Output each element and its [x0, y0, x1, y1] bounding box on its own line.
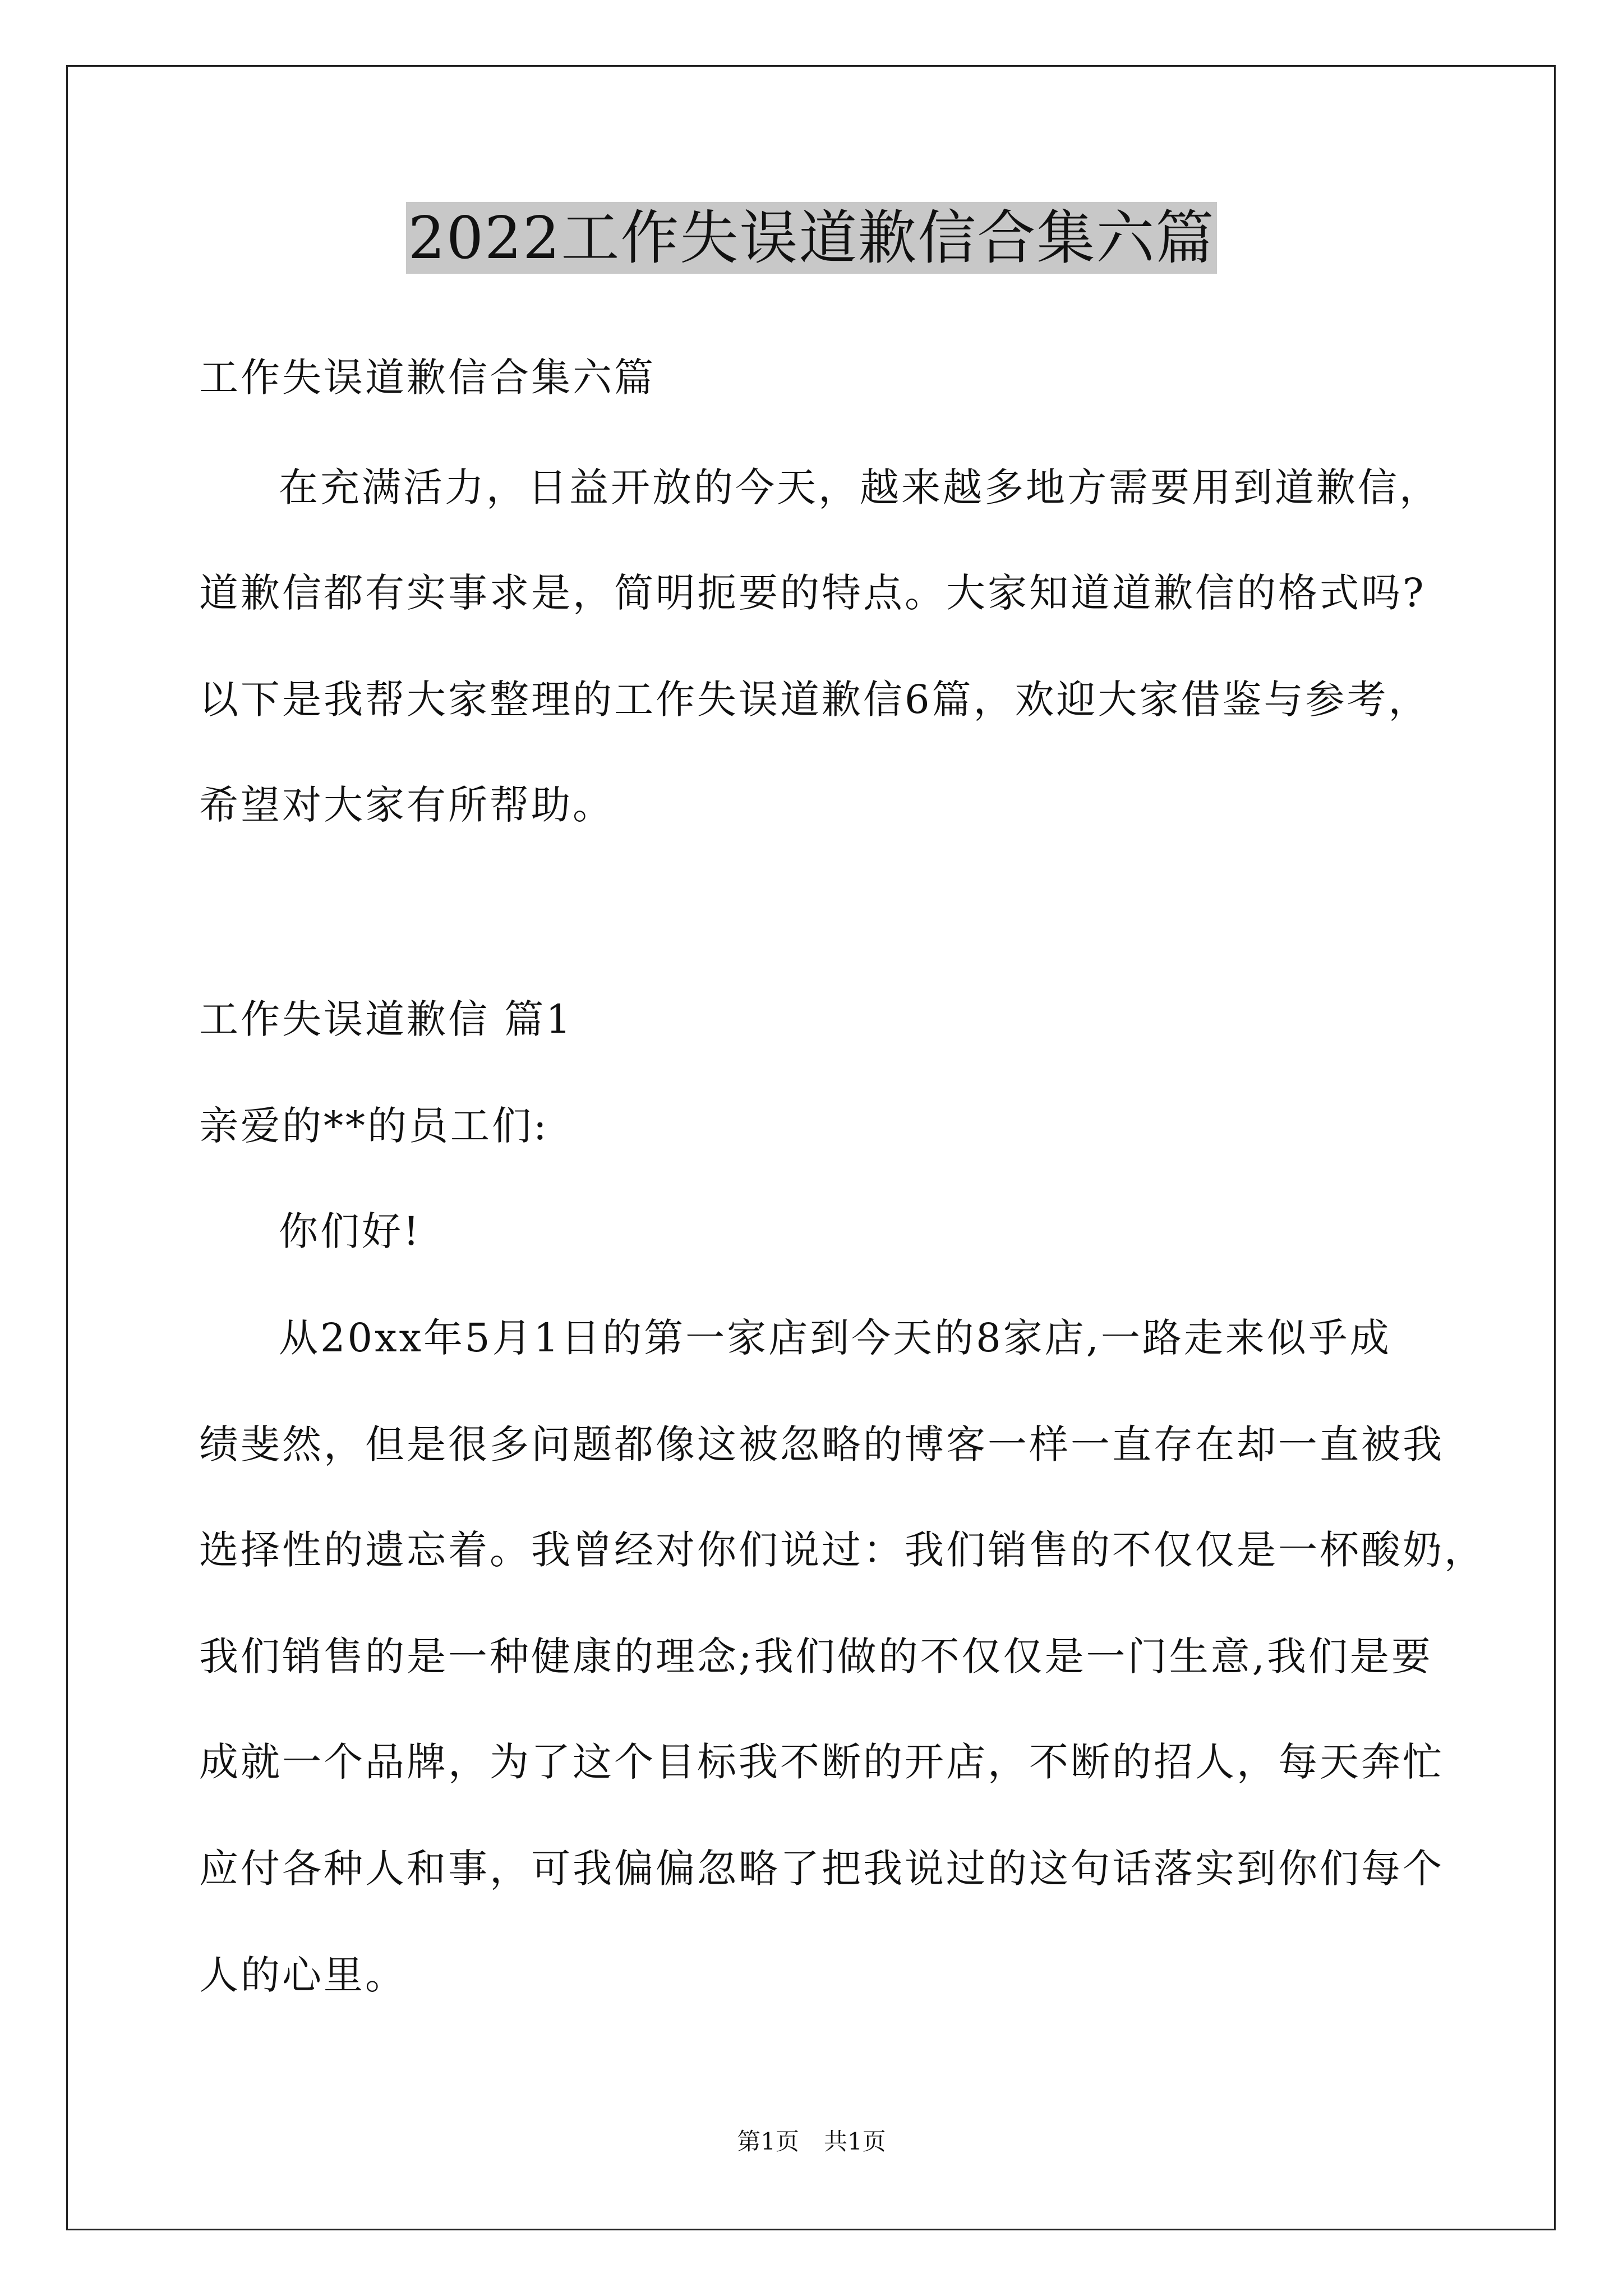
salutation: 亲爱的**的员工们: [199, 1103, 549, 1149]
page-total: 共1页 [824, 2128, 886, 2155]
page-footer [0, 2126, 1623, 2157]
body-line-6: 应付各种人和事，可我偏偏忽略了把我说过的这句话落实到你们每个 [199, 1846, 1444, 1892]
intro-line-4: 希望对大家有所帮助。 [199, 782, 614, 828]
body-line-7: 人的心里。 [199, 1952, 407, 1998]
body-line-1: 从20xx年5月1日的第一家店到今天的8家店,一路走来似乎成 [279, 1315, 1391, 1361]
page-number: 第1页 [737, 2128, 799, 2155]
document-title: 2022工作失误道歉信合集六篇 [406, 202, 1218, 274]
intro-line-1: 在充满活力，日益开放的今天，越来越多地方需要用到道歉信， [279, 464, 1441, 510]
document-subtitle: 工作失误道歉信合集六篇 [199, 355, 656, 401]
section-heading: 工作失误道歉信 篇1 [199, 996, 573, 1042]
body-line-4: 我们销售的是一种健康的理念;我们做的不仅仅是一门生意,我们是要 [199, 1634, 1433, 1680]
greeting: 你们好! [279, 1208, 422, 1254]
intro-line-3: 以下是我帮大家整理的工作失误道歉信6篇，欢迎大家借鉴与参考， [199, 677, 1430, 723]
body-line-5: 成就一个品牌，为了这个目标我不断的开店，不断的招人，每天奔忙 [199, 1739, 1444, 1785]
body-line-3: 选择性的遗忘着。我曾经对你们说过：我们销售的不仅仅是一杯酸奶， [199, 1527, 1486, 1573]
intro-line-2: 道歉信都有实事求是，简明扼要的特点。大家知道道歉信的格式吗? [199, 570, 1426, 616]
document-title-block [0, 202, 1623, 274]
body-line-2: 绩斐然，但是很多问题都像这被忽略的博客一样一直存在却一直被我 [199, 1421, 1444, 1467]
